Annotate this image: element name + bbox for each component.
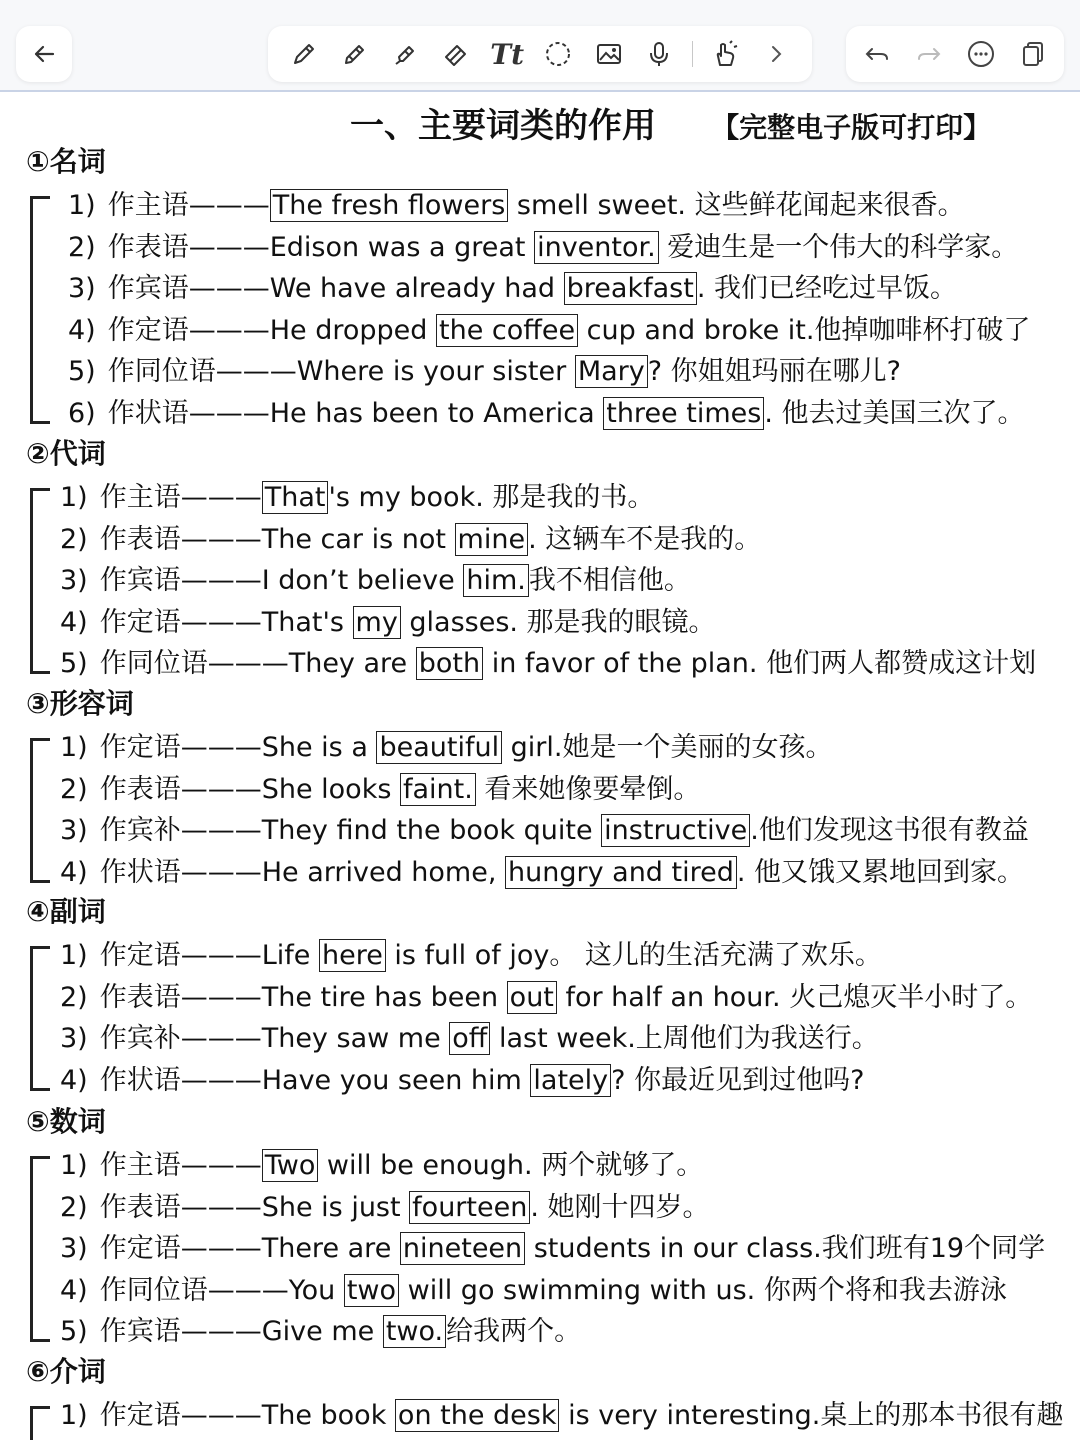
section-heading: ④副词 xyxy=(26,895,106,928)
sentence-post: glasses. 那是我的眼镜。 xyxy=(400,606,716,638)
highlighted-word: The fresh flowers xyxy=(270,189,509,222)
highlighted-word: nineteen xyxy=(400,1232,525,1265)
line-number: 1) xyxy=(60,482,88,513)
example-line xyxy=(60,1021,879,1057)
grammar-role: 作宾补——— xyxy=(99,815,262,847)
sentence-pre: Life xyxy=(261,940,319,971)
grammar-role: 作主语——— xyxy=(107,190,270,221)
grammar-role: 作宾补——— xyxy=(99,1023,262,1055)
example-line xyxy=(60,522,761,558)
group-bracket xyxy=(30,488,50,674)
grammar-role: 作宾语——— xyxy=(99,1316,262,1348)
line-number: 1) xyxy=(60,732,88,763)
hand-tool-button[interactable] xyxy=(707,34,744,74)
grammar-role: 作主语——— xyxy=(99,482,262,513)
sentence-pre: The book xyxy=(261,1400,395,1431)
line-number: 4) xyxy=(60,606,88,638)
line-number: 2) xyxy=(60,981,88,1013)
more-tools-button[interactable] xyxy=(757,34,794,74)
hand-pointer-icon xyxy=(710,39,740,69)
grammar-role: 作同位语——— xyxy=(99,1274,289,1306)
grammar-role: 作定语——— xyxy=(99,606,262,638)
highlighted-word: both xyxy=(416,647,483,680)
eraser-tool-button[interactable] xyxy=(438,34,475,74)
title-row xyxy=(350,98,1050,146)
page-title: 一、主要词类的作用 xyxy=(350,106,656,146)
highlighted-word: hungry and tired xyxy=(505,856,737,889)
example-line xyxy=(68,230,1018,266)
text-tool-icon: Tt xyxy=(490,37,525,71)
sentence-pre: You xyxy=(288,1274,344,1306)
highlighted-word: my xyxy=(353,606,401,639)
highlighted-word: That xyxy=(262,481,329,514)
line-number: 3) xyxy=(60,565,88,597)
sentence-post: girl.她是一个美丽的女孩。 xyxy=(502,732,833,763)
highlighted-word: off xyxy=(449,1022,490,1055)
highlighted-word: fourteen xyxy=(409,1191,530,1224)
toolbar-divider xyxy=(692,41,693,67)
section-heading: ②代词 xyxy=(26,437,106,470)
example-line xyxy=(68,354,901,390)
highlighted-word: three times xyxy=(603,397,764,430)
sentence-post: ? 你姐姐玛丽在哪儿? xyxy=(647,356,901,388)
sentence-pre: They find the book quite xyxy=(261,815,602,847)
line-number: 4) xyxy=(60,1274,88,1306)
highlighted-word: Two xyxy=(262,1149,319,1182)
sentence-post: is full of joy。 这儿的生活充满了欢乐。 xyxy=(385,940,882,971)
sentence-post: 爱迪生是一个伟大的科学家。 xyxy=(658,231,1019,263)
grammar-role: 作表语——— xyxy=(99,523,262,555)
document-actions xyxy=(846,26,1064,82)
line-number: 2) xyxy=(60,773,88,805)
undo-button[interactable] xyxy=(860,34,894,74)
sentence-pre: Where is your sister xyxy=(296,356,575,388)
highlighted-word: instructive xyxy=(601,814,750,847)
example-line xyxy=(60,1398,1063,1434)
drawing-tools xyxy=(268,26,812,82)
example-line xyxy=(60,563,691,599)
example-line xyxy=(60,1314,581,1350)
lasso-tool-button[interactable] xyxy=(540,34,577,74)
section-heading: ①名词 xyxy=(26,145,106,178)
grammar-role: 作状语——— xyxy=(99,1064,262,1096)
sentence-post: will be enough. 两个就够了。 xyxy=(318,1150,704,1181)
grammar-role: 作同位语——— xyxy=(107,356,297,388)
highlighter-tool-button[interactable] xyxy=(387,34,424,74)
example-line xyxy=(60,772,700,808)
lasso-icon xyxy=(543,39,573,69)
pencil-icon xyxy=(340,39,370,69)
back-button[interactable] xyxy=(16,26,72,82)
highlighted-word: out xyxy=(507,981,557,1014)
sentence-pre: We have already had xyxy=(269,273,564,305)
redo-icon xyxy=(914,39,944,69)
sentence-pre: She looks xyxy=(261,773,400,805)
example-line xyxy=(60,1231,1045,1267)
text-tool-button[interactable] xyxy=(489,34,526,74)
redo-button[interactable] xyxy=(912,34,946,74)
line-number: 6) xyxy=(68,398,96,429)
highlighted-word: mine xyxy=(455,523,529,556)
pencil-tool-button[interactable] xyxy=(337,34,374,74)
sentence-post: 我不相信他。 xyxy=(528,565,691,597)
example-line xyxy=(60,938,882,974)
highlighted-word: lately xyxy=(530,1064,611,1097)
sentence-post: . 这辆车不是我的。 xyxy=(528,523,762,555)
highlighted-word: breakfast xyxy=(564,272,697,305)
sentence-post: ? 你最近见到过他吗? xyxy=(611,1064,865,1096)
sentence-post: is very interesting.桌上的那本书很有趣 xyxy=(559,1400,1064,1431)
pen-icon xyxy=(289,39,319,69)
group-bracket xyxy=(30,1156,50,1342)
grammar-role: 作表语——— xyxy=(99,1191,262,1223)
pen-tool-button[interactable] xyxy=(286,34,323,74)
grammar-role: 作同位语——— xyxy=(99,648,289,680)
sentence-pre: Give me xyxy=(261,1316,383,1348)
group-bracket xyxy=(30,1406,50,1440)
highlighted-word: Mary xyxy=(575,355,648,388)
example-line xyxy=(60,855,1024,891)
sentence-post: will go swimming with us. 你两个将和我去游泳 xyxy=(399,1274,1007,1306)
sentence-post: 's my book. 那是我的书。 xyxy=(328,482,655,513)
example-line xyxy=(68,271,957,307)
grammar-role: 作状语——— xyxy=(107,398,270,429)
grammar-role: 作表语——— xyxy=(99,773,262,805)
eraser-icon xyxy=(441,39,471,69)
sentence-post: . 她刚十四岁。 xyxy=(530,1191,710,1223)
line-number: 4) xyxy=(68,314,96,346)
grammar-role: 作定语——— xyxy=(99,1400,262,1431)
sentence-post: smell sweet. 这些鲜花闻起来很香。 xyxy=(508,190,965,221)
grammar-role: 作宾语——— xyxy=(99,565,262,597)
highlighted-word: inventor. xyxy=(534,231,659,264)
highlighter-icon xyxy=(391,39,421,69)
line-number: 3) xyxy=(60,1233,88,1265)
sentence-pre: She is a xyxy=(261,732,377,763)
sentence-post: for half an hour. 火己熄灭半小时了。 xyxy=(556,981,1033,1013)
grammar-role: 作定语——— xyxy=(107,314,270,346)
line-number: 5) xyxy=(60,648,88,680)
grammar-role: 作状语——— xyxy=(99,856,262,888)
arrow-left-icon xyxy=(31,41,57,67)
grammar-role: 作表语——— xyxy=(107,231,270,263)
undo-icon xyxy=(862,39,892,69)
sentence-pre: I don’t believe xyxy=(261,565,464,597)
sentence-pre: Edison was a great xyxy=(269,231,535,263)
grammar-role: 作定语——— xyxy=(99,1233,262,1265)
chevron-right-icon xyxy=(761,39,791,69)
sentence-pre: They are xyxy=(288,648,416,680)
sentence-pre: The tire has been xyxy=(261,981,507,1013)
line-number: 2) xyxy=(60,523,88,555)
highlighted-word: here xyxy=(319,939,386,972)
line-number: 4) xyxy=(60,1064,88,1096)
image-icon xyxy=(594,39,624,69)
sentence-pre: He arrived home, xyxy=(261,856,506,888)
line-number: 1) xyxy=(68,190,96,221)
sentence-post: 看来她像要晕倒。 xyxy=(475,773,701,805)
example-line xyxy=(60,646,1036,682)
highlighted-word: him. xyxy=(463,564,529,597)
example-line xyxy=(60,730,833,766)
line-number: 3) xyxy=(60,815,88,847)
line-number: 4) xyxy=(60,856,88,888)
sentence-post: . 他去过美国三次了。 xyxy=(764,398,1025,429)
sentence-post: . 他又饿又累地回到家。 xyxy=(736,856,1025,888)
example-line xyxy=(60,813,1029,849)
grammar-role: 作表语——— xyxy=(99,981,262,1013)
line-number: 2) xyxy=(60,1191,88,1223)
notes-toolbar xyxy=(0,0,1080,92)
example-line xyxy=(68,313,1030,349)
sentence-pre: He dropped xyxy=(269,314,436,346)
example-line xyxy=(68,188,965,224)
line-number: 2) xyxy=(68,231,96,263)
copy-pages-icon xyxy=(1018,39,1048,69)
example-line xyxy=(68,396,1025,432)
example-line xyxy=(60,1148,703,1184)
more-options-button[interactable] xyxy=(964,34,998,74)
example-line xyxy=(60,605,716,641)
sentence-pre: That's xyxy=(261,606,353,638)
group-bracket xyxy=(30,946,50,1091)
group-bracket xyxy=(30,738,50,883)
highlighted-word: beautiful xyxy=(376,731,502,764)
sentence-post: students in our class.我们班有19个同学 xyxy=(525,1233,1046,1265)
sentence-pre: There are xyxy=(261,1233,400,1265)
group-bracket xyxy=(30,196,50,424)
grammar-role: 作定语——— xyxy=(99,940,262,971)
sentence-post: last week.上周他们为我送行。 xyxy=(490,1023,879,1055)
section-heading: ⑤数词 xyxy=(26,1105,106,1138)
highlighted-word: faint. xyxy=(400,773,476,806)
example-line xyxy=(60,480,654,516)
image-tool-button[interactable] xyxy=(590,34,627,74)
microphone-tool-button[interactable] xyxy=(641,34,678,74)
highlighted-word: on the desk xyxy=(395,1399,560,1432)
pages-button[interactable] xyxy=(1016,34,1050,74)
sentence-post: .他们发现这书很有教益 xyxy=(750,815,1029,847)
example-line xyxy=(60,1063,864,1099)
sentence-pre: The car is not xyxy=(261,523,455,555)
line-number: 5) xyxy=(60,1316,88,1348)
title-tag: 【完整电子版可打印】 xyxy=(711,111,992,144)
example-line xyxy=(60,1273,1007,1309)
grammar-role: 作主语——— xyxy=(99,1150,262,1181)
section-heading: ③形容词 xyxy=(26,687,134,720)
line-number: 1) xyxy=(60,1400,88,1431)
grammar-role: 作定语——— xyxy=(99,732,262,763)
sentence-pre: She is just xyxy=(261,1191,410,1223)
line-number: 5) xyxy=(68,356,96,388)
sentence-post: . 我们已经吃过早饭。 xyxy=(696,273,957,305)
note-page xyxy=(0,92,1080,1440)
line-number: 1) xyxy=(60,1150,88,1181)
example-line xyxy=(60,980,1032,1016)
line-number: 3) xyxy=(60,1023,88,1055)
line-number: 3) xyxy=(68,273,96,305)
microphone-icon xyxy=(644,39,674,69)
highlighted-word: the coffee xyxy=(436,314,578,347)
sentence-post: cup and broke it.他掉咖啡杯打破了 xyxy=(578,314,1031,346)
section-heading: ⑥介词 xyxy=(26,1355,106,1388)
sentence-pre: He has been to America xyxy=(269,398,604,429)
sentence-post: in favor of the plan. 他们两人都赞成这计划 xyxy=(483,648,1037,680)
highlighted-word: two. xyxy=(383,1315,446,1348)
sentence-pre: They saw me xyxy=(261,1023,450,1055)
grammar-role: 作宾语——— xyxy=(107,273,270,305)
sentence-post: 给我两个。 xyxy=(446,1316,582,1348)
sentence-pre: Have you seen him xyxy=(261,1064,531,1096)
example-line xyxy=(60,1190,710,1226)
more-icon xyxy=(966,39,996,69)
line-number: 1) xyxy=(60,940,88,971)
highlighted-word: two xyxy=(344,1274,399,1307)
